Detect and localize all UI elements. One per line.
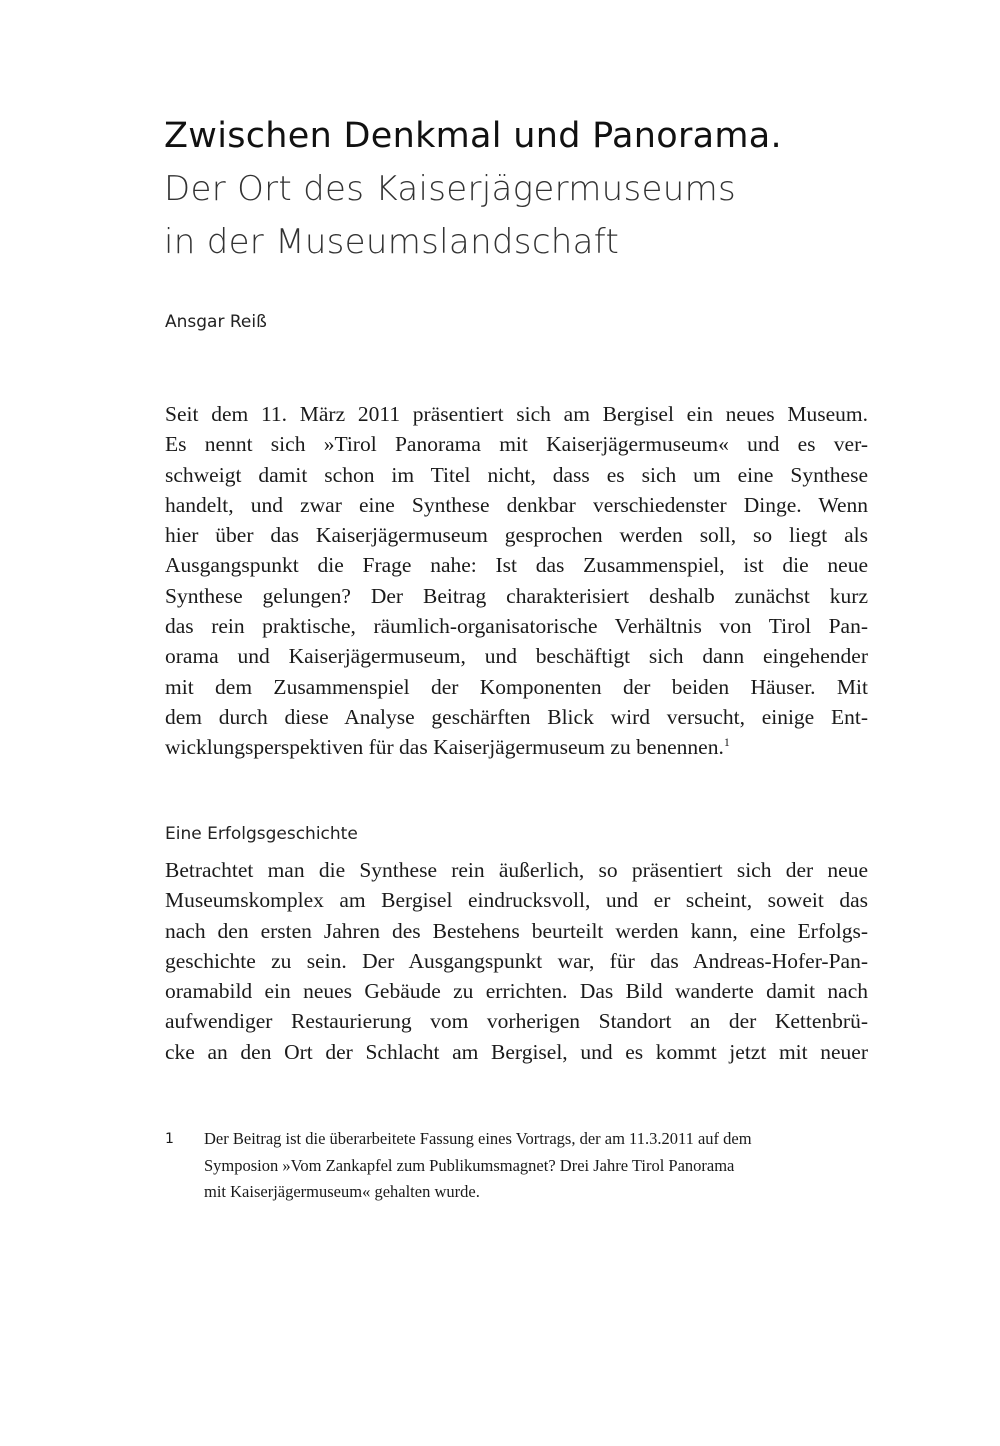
author-name: Ansgar Reiß bbox=[165, 312, 267, 332]
text-line: Ausgangspunkt die Frage nahe: Ist das Zusammenspiel, ist die neue bbox=[165, 553, 868, 578]
text-line: orama und Kaiserjägermuseum, und beschäftigt sich dann eingehender bbox=[165, 644, 868, 669]
text-line: hier über das Kaiserjägermuseum gesprochen werden soll, so liegt als bbox=[165, 523, 868, 548]
footnote-reference[interactable]: 1 bbox=[723, 735, 730, 750]
section-paragraph bbox=[165, 855, 868, 1067]
text-line: nach den ersten Jahren des Bestehens beurteilt werden kann, eine Erfolgs- bbox=[165, 918, 868, 943]
footnote-number: 1 bbox=[165, 1131, 174, 1147]
title-main: Zwischen Denkmal und Panorama. bbox=[164, 116, 782, 156]
text-line: Museumskomplex am Bergisel eindrucksvoll, und er scheint, soweit das bbox=[165, 888, 868, 913]
text-line: handelt, und zwar eine Synthese denkbar verschiedenster Dinge. Wenn bbox=[165, 492, 868, 517]
text-line: dem durch diese Analyse geschärften Blick wird versucht, einige Ent- bbox=[165, 704, 868, 729]
text-line: geschichte zu sein. Der Ausgangspunkt war, für das Andreas-Hofer-Pan- bbox=[165, 948, 868, 973]
section-heading: Eine Erfolgsgeschichte bbox=[165, 824, 358, 844]
footnote-line: Der Beitrag ist die überarbeitete Fassung eines Vortrags, der am 11.3.2011 auf dem bbox=[204, 1129, 752, 1148]
text-line: Synthese gelungen? Der Beitrag charakterisiert deshalb zunächst kurz bbox=[165, 583, 868, 608]
title-subtitle-line-2: in der Museumslandschaft bbox=[164, 222, 620, 262]
title-subtitle-line-1: Der Ort des Kaiserjägermuseums bbox=[164, 169, 737, 209]
footnote-line: mit Kaiserjägermuseum« gehalten wurde. bbox=[204, 1182, 480, 1201]
text-line: Seit dem 11. März 2011 präsentiert sich am Bergisel ein neues Museum. bbox=[165, 402, 868, 426]
footnote-text bbox=[204, 1126, 864, 1206]
text-line bbox=[165, 732, 868, 762]
text-line: das rein praktische, räumlich-organisatorische Verhältnis von Tirol Pan- bbox=[165, 614, 868, 639]
text-line: mit dem Zusammenspiel der Komponenten der beiden Häuser. Mit bbox=[165, 674, 868, 699]
text-line: oramabild ein neues Gebäude zu errichten. Das Bild wanderte damit nach bbox=[165, 979, 868, 1004]
text-line: aufwendiger Restaurierung vom vorherigen Standort an der Kettenbrü- bbox=[165, 1009, 868, 1034]
footnote-line: Symposion »Vom Zankapfel zum Publikumsmagnet? Drei Jahre Tirol Panorama bbox=[204, 1155, 735, 1175]
text-line-content: wicklungsperspektiven für das Kaiserjägermuseum zu benennen. bbox=[165, 735, 724, 760]
article-title bbox=[164, 110, 782, 269]
text-line: Es nennt sich »Tirol Panorama mit Kaiserjägermuseum« und es ver- bbox=[165, 432, 868, 457]
text-line: cke an den Ort der Schlacht am Bergisel, und es kommt jetzt mit neuer bbox=[165, 1039, 868, 1064]
intro-paragraph bbox=[165, 399, 868, 763]
text-line: schweigt damit schon im Titel nicht, dass es sich um eine Synthese bbox=[165, 462, 868, 487]
text-line: Betrachtet man die Synthese rein äußerlich, so präsentiert sich der neue bbox=[165, 858, 868, 882]
